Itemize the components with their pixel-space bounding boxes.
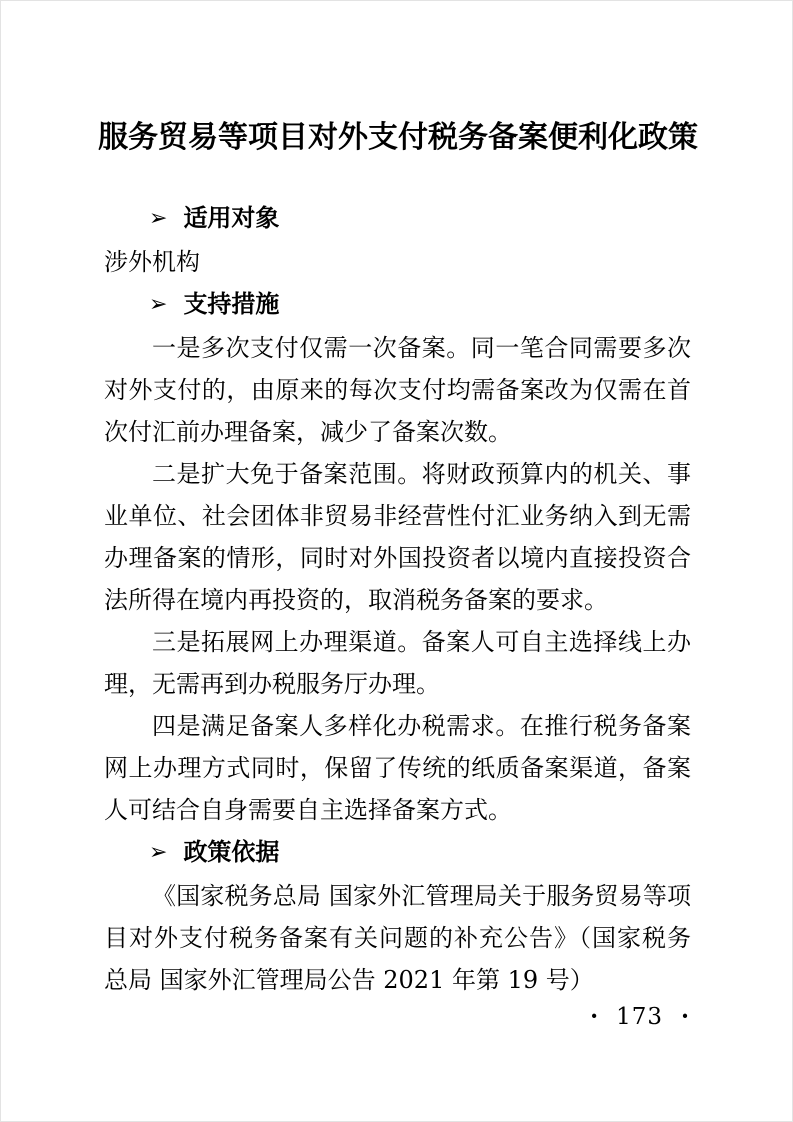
paragraph-measure-1: 一是多次支付仅需一次备案。同一笔合同需要多次对外支付的，由原来的每次支付均需备案改为仅需在首次付汇前办理备案，减少了备案次数。 (104, 334, 691, 446)
section-heading-basis-label: 政策依据 (183, 838, 280, 866)
paragraph-policy-basis: 《国家税务总局 国家外汇管理局关于服务贸易等项目对外支付税务备案有关问题的补充公告》（国家税务总局 国家外汇管理局公告 2021 年第 19 号） (104, 882, 691, 994)
document-body (104, 197, 691, 1001)
section-heading-basis (104, 831, 691, 875)
arrow-bullet-icon: ➢ (149, 292, 168, 317)
page-title: 服务贸易等项目对外支付税务备案便利化政策 (98, 120, 698, 155)
paragraph-measure-2: 二是扩大免于备案范围。将财政预算内的机关、事业单位、社会团体非贸易非经营性付汇业务纳入到无需办理备案的情形，同时对外国投资者以境内直接投资合法所得在境内再投资的，取消税务备案的要求。 (104, 460, 691, 614)
page-number-value: 173 (616, 1004, 663, 1030)
page-number (590, 1001, 689, 1033)
section-heading-measures (104, 283, 691, 327)
page-number-left-dot: · (590, 1003, 599, 1030)
paragraph-measure-4: 四是满足备案人多样化办税需求。在推行税务备案网上办理方式同时，保留了传统的纸质备案渠道，备案人可结合自身需要自主选择备案方式。 (104, 712, 691, 824)
section-heading-applicable (104, 197, 691, 241)
paragraph-applicable-target: 涉外机构 (104, 248, 200, 276)
arrow-bullet-icon: ➢ (149, 840, 168, 865)
arrow-bullet-icon: ➢ (149, 206, 168, 231)
paragraph-measure-3: 三是拓展网上办理渠道。备案人可自主选择线上办理，无需再到办税服务厅办理。 (104, 628, 691, 698)
section-heading-applicable-label: 适用对象 (183, 204, 280, 232)
section-heading-measures-label: 支持措施 (183, 290, 280, 318)
page-number-right-dot: · (680, 1003, 689, 1030)
